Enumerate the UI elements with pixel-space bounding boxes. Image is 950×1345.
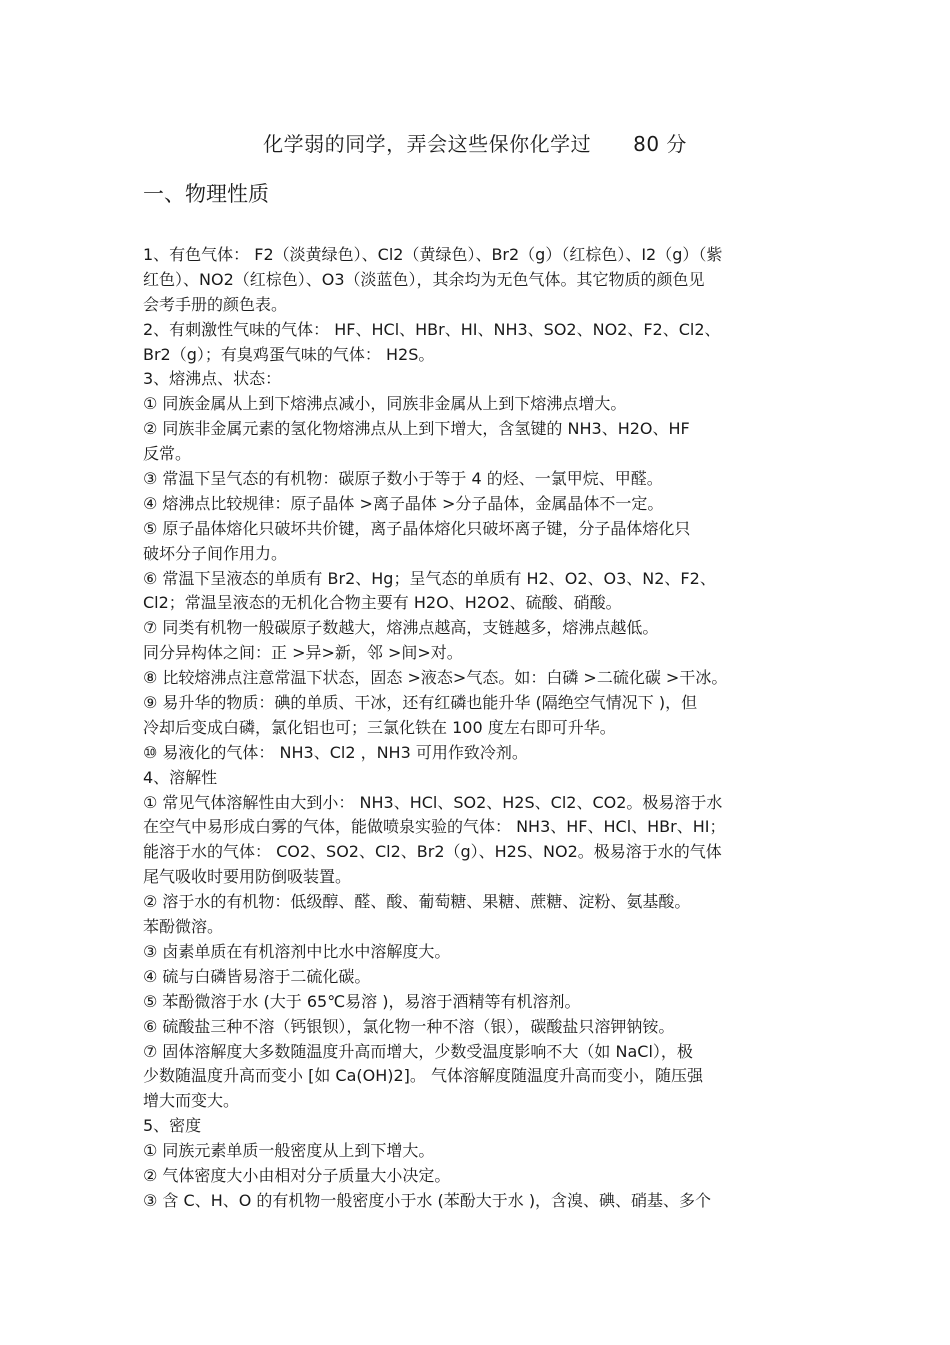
text-line: ⑧ 比较熔沸点注意常温下状态，固态 >液态>气态。如：白磷 >二硫化碳 >干冰。 (143, 668, 728, 688)
text-line: Cl2；常温呈液态的无机化合物主要有 H2O、H2O2、硫酸、硝酸。 (143, 593, 622, 613)
text-line: ⑥ 常温下呈液态的单质有 Br2、Hg；呈气态的单质有 H2、O2、O3、N2、F2、 (143, 568, 716, 588)
text-line: 冷却后变成白磷，氯化铝也可；三氯化铁在 100 度左右即可升华。 (143, 717, 616, 737)
text-line: ① 同族元素单质一般密度从上到下增大。 (143, 1141, 435, 1161)
text-line: 增大而变大。 (143, 1091, 240, 1111)
text-line: ③ 含 C、H、O 的有机物一般密度小于水 (苯酚大于水 )，含溴、碘、硝基、多个 (143, 1190, 712, 1210)
text-line: 苯酚微溶。 (143, 917, 224, 937)
text-line: ① 常见气体溶解性由大到小： NH3、HCl、SO2、H2S、Cl2、CO2。极易溶于水 (143, 792, 723, 812)
section-heading: 一、物理性质 (143, 182, 269, 206)
text-line: 3、熔沸点、状态： (143, 369, 282, 389)
document-title-score: 80 分 (633, 132, 687, 156)
document-title-main: 化学弱的同学，弄会这些保你化学过 (263, 132, 592, 156)
text-line: ⑤ 原子晶体熔化只破坏共价键，离子晶体熔化只破坏离子键，分子晶体熔化只 (143, 518, 691, 538)
text-line: 红色）、NO2（红棕色）、O3（淡蓝色），其余均为无色气体。其它物质的颜色见 (143, 269, 705, 289)
text-line: 少数随温度升高而变小 [如 Ca(OH)2]。 气体溶解度随温度升高而变小，随压强 (143, 1066, 704, 1086)
text-line: ⑦ 同类有机物一般碳原子数越大，熔沸点越高，支链越多，熔沸点越低。 (143, 618, 659, 638)
text-line: 1、有色气体： F2（淡黄绿色）、Cl2（黄绿色）、Br2（g）（红棕色）、I2（g）（紫 (143, 245, 723, 264)
text-line: ⑥ 硫酸盐三种不溶（钙银钡），氯化物一种不溶（银），碳酸盐只溶钾钠铵。 (143, 1016, 675, 1036)
document-title (0, 128, 950, 157)
text-line: ④ 熔沸点比较规律：原子晶体 >离子晶体 >分子晶体，金属晶体不一定。 (143, 493, 664, 513)
text-line: ① 同族金属从上到下熔沸点减小，同族非金属从上到下熔沸点增大。 (143, 394, 627, 414)
text-line: 2、有刺激性气味的气体： HF、HCl、HBr、HI、NH3、SO2、NO2、F2、Cl2、 (143, 319, 721, 339)
text-line: 会考手册的颜色表。 (143, 294, 288, 314)
text-line: Br2（g）；有臭鸡蛋气味的气体： H2S。 (143, 344, 435, 364)
text-line: 破坏分子间作用力。 (143, 543, 288, 563)
text-line: ⑨ 易升华的物质：碘的单质、干冰，还有红磷也能升华 (隔绝空气情况下 )，但 (143, 693, 698, 713)
text-line: 反常。 (143, 444, 192, 464)
text-line: ② 同族非金属元素的氢化物熔沸点从上到下增大，含氢键的 NH3、H2O、HF (143, 419, 690, 439)
text-line: ④ 硫与白磷皆易溶于二硫化碳。 (143, 966, 371, 986)
text-line: 能溶于水的气体： CO2、SO2、Cl2、Br2（g）、H2S、NO2。极易溶于水的气体 (143, 842, 722, 862)
text-line: ⑤ 苯酚微溶于水 (大于 65℃易溶 )，易溶于酒精等有机溶剂。 (143, 991, 581, 1011)
text-line: 4、溶解性 (143, 767, 218, 787)
text-line: ② 溶于水的有机物：低级醇、醛、酸、葡萄糖、果糖、蔗糖、淀粉、氨基酸。 (143, 892, 691, 912)
text-line: ③ 卤素单质在有机溶剂中比水中溶解度大。 (143, 941, 451, 961)
text-line: ③ 常温下呈气态的有机物：碳原子数小于等于 4 的烃、一氯甲烷、甲醛。 (143, 469, 663, 489)
text-line: 在空气中易形成白雾的气体，能做喷泉实验的气体： NH3、HF、HCl、HBr、HI； (143, 817, 726, 837)
text-line: 尾气吸收时要用防倒吸装置。 (143, 867, 352, 887)
text-line: ② 气体密度大小由相对分子质量大小决定。 (143, 1165, 451, 1185)
text-line: 同分异构体之间：正 >异>新，邻 >间>对。 (143, 643, 463, 663)
text-line: ⑦ 固体溶解度大多数随温度升高而增大，少数受温度影响不大（如 NaCl），极 (143, 1041, 693, 1061)
document-body (143, 243, 811, 1214)
text-line: ⑩ 易液化的气体： NH3、Cl2 ，NH3 可用作致冷剂。 (143, 742, 528, 762)
text-line: 5、密度 (143, 1116, 202, 1136)
